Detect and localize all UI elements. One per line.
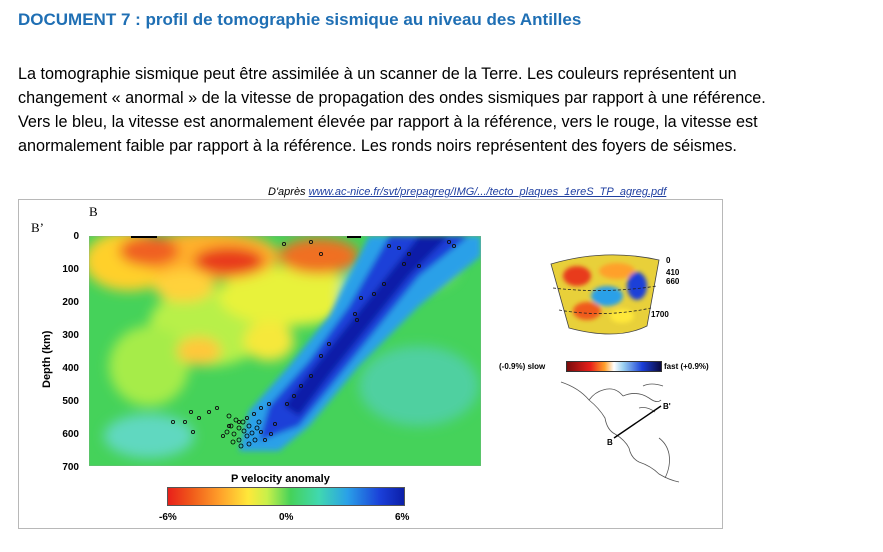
inset-colorbar — [566, 361, 662, 372]
paragraph-line: anormalement faible par rapport à la référence. Les ronds noirs représentent des foyers de séismes. — [18, 137, 737, 155]
colorbar-tick: 6% — [395, 512, 410, 523]
inset-globe-section — [547, 246, 680, 346]
depth-tick: 100 — [62, 264, 79, 275]
source-link[interactable]: www.ac-nice.fr/svt/prepagreg/IMG/.../tecto_plaques_1ereS_TP_agreg.pdf — [308, 186, 667, 198]
profile-label-b-prime: B’ — [31, 220, 44, 235]
colorbar-tick: 0% — [279, 512, 294, 523]
tomography-figure — [18, 199, 723, 529]
intro-paragraph — [18, 62, 866, 158]
inset-depth: 0 — [666, 256, 671, 265]
colorbar-title: P velocity anomaly — [231, 473, 330, 485]
colorbar-tick: -6% — [159, 512, 177, 523]
paragraph-line: Vers le bleu, la vitesse est anormalement élevée par rapport à la référence, vers le rouge, la vitesse est — [18, 113, 758, 131]
credit-prefix: D'après — [268, 186, 309, 198]
tomography-section — [89, 236, 481, 466]
colorbar — [167, 487, 405, 506]
paragraph-line: La tomographie sismique peut être assimilée à un scanner de la Terre. Les couleurs représentent un — [18, 65, 737, 83]
inset-fast-label: fast (+0.9%) — [664, 362, 709, 371]
inset-map — [559, 378, 699, 488]
y-axis-label: Depth (km) — [41, 330, 53, 388]
depth-tick: 600 — [62, 429, 79, 440]
inset-slow-label: (-0.9%) slow — [499, 362, 546, 371]
depth-tick: 700 — [62, 462, 79, 473]
profile-label-b: B — [89, 204, 98, 219]
source-credit — [268, 186, 666, 198]
depth-tick: 0 — [73, 231, 79, 242]
depth-tick: 300 — [62, 330, 79, 341]
inset-map-label-b-prime: B' — [663, 402, 671, 411]
depth-tick: 500 — [62, 396, 79, 407]
depth-tick: 200 — [62, 297, 79, 308]
inset-depth: 660 — [666, 277, 680, 286]
paragraph-line: changement « anormal » de la vitesse de propagation des ondes sismiques par rapport à une référence. — [18, 89, 766, 107]
inset-map-label-b: B — [607, 438, 613, 447]
inset-depth: 1700 — [651, 310, 669, 319]
document-title: DOCUMENT 7 : profil de tomographie sismique au niveau des Antilles — [18, 10, 582, 29]
inset-depth: 410 — [666, 268, 680, 277]
depth-tick: 400 — [62, 363, 79, 374]
